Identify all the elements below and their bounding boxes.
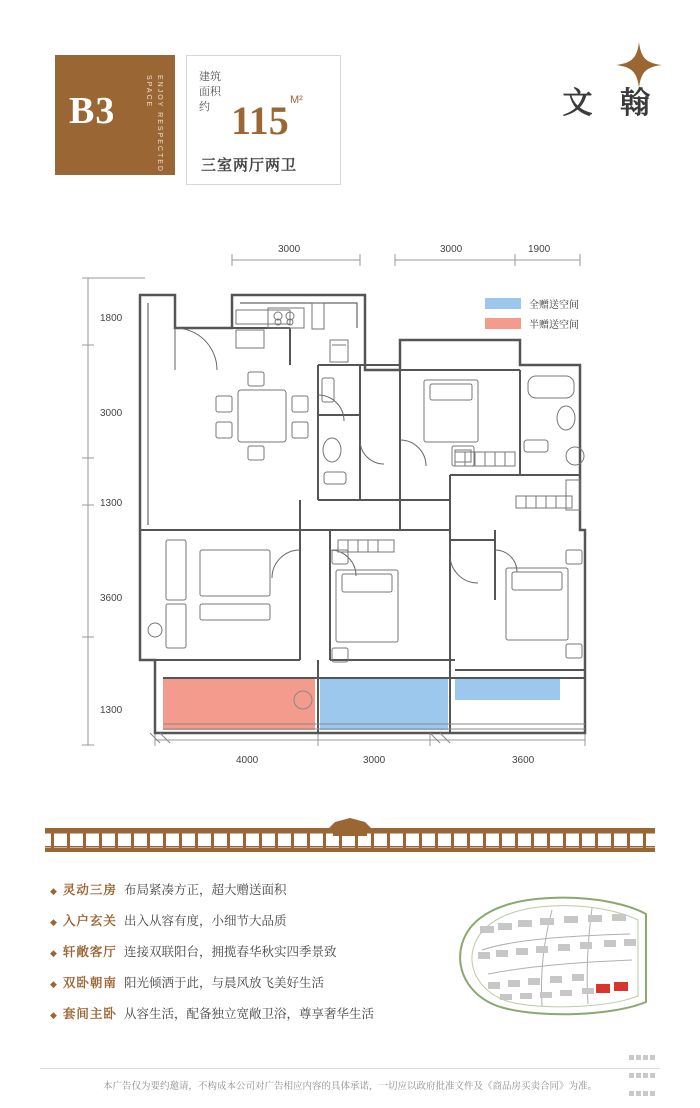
feature-title: 入户玄关	[62, 914, 117, 928]
brand-name: 文 翰	[562, 87, 660, 120]
legend-label-full: 全赠送空间	[529, 299, 579, 311]
feature-item	[50, 1004, 430, 1022]
brand-block	[563, 78, 661, 122]
area-unit: M²	[290, 94, 303, 106]
site-plan-thumbnail	[432, 890, 662, 1030]
feature-desc: 布局紧凑方正，超大赠送面积	[123, 883, 287, 897]
dim-top-1: 3000	[278, 244, 301, 255]
page-header	[0, 0, 700, 200]
area-value: 115	[231, 98, 289, 143]
legend-label-half: 半赠送空间	[529, 319, 579, 331]
feature-title: 双卧朝南	[62, 976, 117, 990]
four-point-star-icon	[616, 42, 662, 88]
feature-desc: 连接双联阳台，拥揽春华秋实四季景致	[123, 945, 337, 959]
dim-top-3: 1900	[528, 244, 551, 255]
dot	[643, 1055, 648, 1060]
location-marker	[596, 982, 628, 993]
dot	[650, 1055, 655, 1060]
feature-item	[50, 880, 430, 898]
dim-bottom-3: 3600	[512, 755, 535, 766]
area-label: 建筑 面积 约	[199, 71, 221, 113]
dim-top-2: 3000	[440, 244, 463, 255]
floor-plan-area	[0, 200, 700, 800]
feature-item	[50, 942, 430, 960]
feature-item	[50, 973, 430, 991]
room-type-label: 三室两厅两卫	[201, 157, 298, 174]
diamond-bullet-icon: ◆	[50, 979, 57, 989]
footer-divider	[40, 1068, 660, 1069]
diamond-bullet-icon: ◆	[50, 948, 57, 958]
dim-left-1: 1800	[100, 313, 123, 324]
feature-desc: 阳光倾洒于此，与晨风放飞美好生活	[123, 976, 324, 990]
floor-plan-drawing	[0, 200, 700, 800]
dot	[636, 1055, 641, 1060]
feature-title: 灵动三房	[62, 883, 117, 897]
badge-vertical-text: ENJOY RESPECTED SPACE	[145, 75, 163, 173]
dot-grid-decoration	[628, 1048, 662, 1102]
dim-left-5: 1300	[100, 705, 123, 716]
feature-list	[50, 880, 430, 1035]
feature-item	[50, 911, 430, 929]
decorative-divider	[45, 818, 655, 854]
area-spec-box	[186, 55, 341, 185]
diamond-bullet-icon: ◆	[50, 886, 57, 896]
dim-bottom-2: 3000	[363, 755, 386, 766]
unit-code-label: B3	[69, 90, 116, 132]
feature-title: 轩敞客厅	[62, 945, 117, 959]
diamond-bullet-icon: ◆	[50, 917, 57, 927]
dim-left-3: 1300	[100, 498, 123, 509]
dot	[629, 1055, 634, 1060]
dim-left-4: 3600	[100, 593, 123, 604]
dim-left-2: 3000	[100, 408, 123, 419]
unit-code-badge	[55, 55, 175, 175]
dim-bottom-1: 4000	[236, 755, 259, 766]
disclaimer-text: 本广告仅为要约邀请，不构成本公司对广告相应内容的具体承诺，一切应以政府批准文件及《商品房买卖合同》为准。	[102, 1081, 597, 1092]
feature-desc: 从容生活，配备独立宽敞卫浴，尊享奢华生活	[123, 1007, 374, 1021]
diamond-bullet-icon: ◆	[50, 1010, 57, 1020]
feature-desc: 出入从容有度，小细节大品质	[123, 914, 287, 928]
feature-title: 套间主卧	[62, 1007, 117, 1021]
